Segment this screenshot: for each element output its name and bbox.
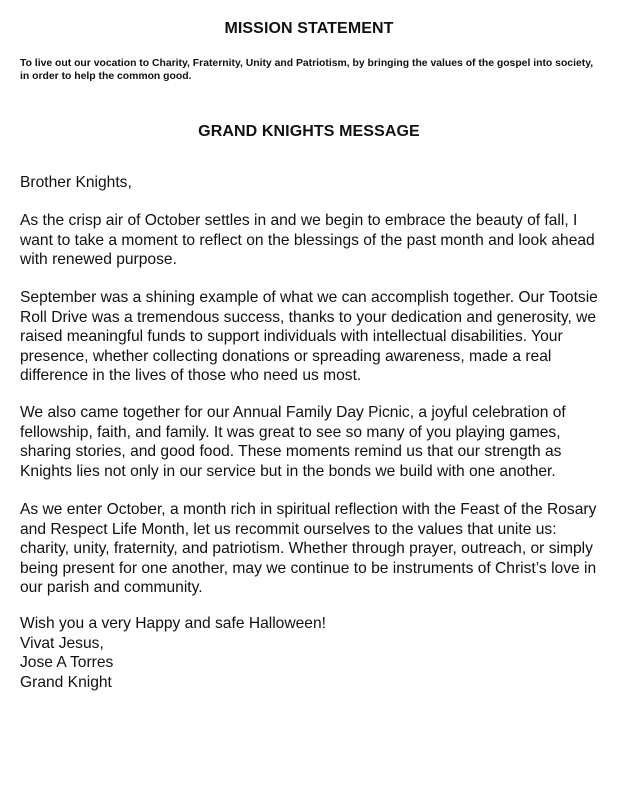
signer-title: Grand Knight	[20, 674, 112, 691]
letter-paragraph-october: As the crisp air of October settles in and we begin to embrace the beauty of fall, I want to take a moment to reflect on the blessings of the past month and look ahead with renewed purpose.	[20, 212, 595, 269]
closing-valediction: Vivat Jesus,	[20, 635, 104, 652]
grand-knights-message-heading: GRAND KNIGHTS MESSAGE	[198, 123, 420, 140]
signer-name: Jose A Torres	[20, 654, 114, 671]
mission-statement-text: To live out our vocation to Charity, Fraternity, Unity and Patriotism, by bringing the values of the gospel into society, in order to help the common good.	[20, 58, 594, 82]
letter-paragraph-september: September was a shining example of what we can accomplish together. Our Tootsie Roll Drive was a tremendous success, thanks to your dedication and generosity, we raised meaningful funds to support individuals with intellectual disabilities. Your presence, whether collecting donations or spreading awareness, made a real difference in the lives of those who need us most.	[20, 289, 598, 385]
letter-paragraph-recommit: As we enter October, a month rich in spiritual reflection with the Feast of the Rosary and Respect Life Month, let us recommit ourselves to the values that unite us: charity, unity, fraternity, and patriotism. Whether through prayer, outreach, or simply being present for one another, may we continue to be instruments of Christ’s love in our parish and community.	[20, 501, 597, 597]
letter-salutation: Brother Knights,	[20, 174, 132, 191]
closing-wish: Wish you a very Happy and safe Halloween!	[20, 615, 326, 632]
letter-paragraph-picnic: We also came together for our Annual Family Day Picnic, a joyful celebration of fellowship, faith, and family. It was great to see so many of you playing games, sharing stories, and good food. These moments remind us that our strength as Knights lies not only in our service but in the bonds we build with one another.	[20, 404, 566, 480]
mission-statement-heading: MISSION STATEMENT	[224, 20, 394, 37]
